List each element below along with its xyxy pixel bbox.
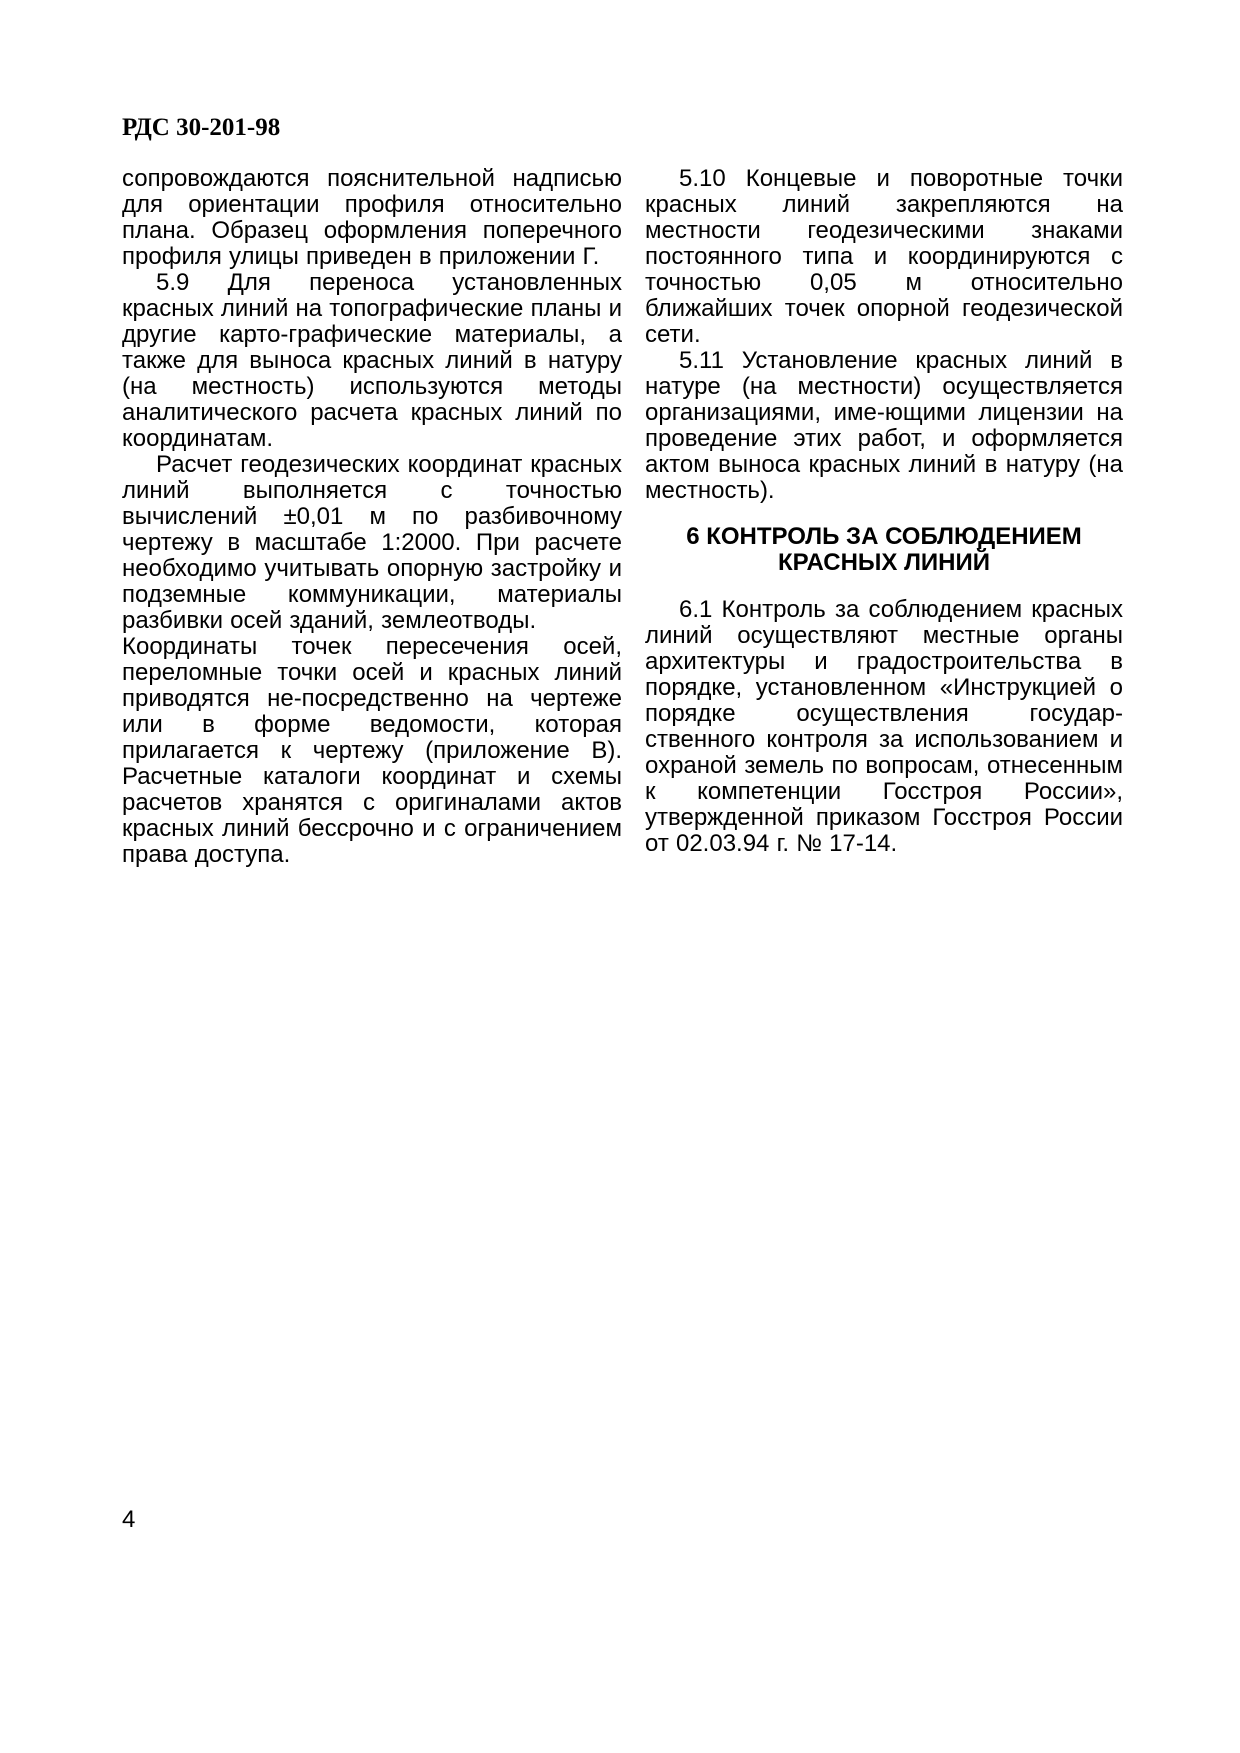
section-heading (645, 524, 1123, 576)
paragraph-5-11: 5.11 Установление красных линий в натуре (на местности) осуществляется организациями, име-ющими лицензии на проведение этих работ, и оформляется актом выноса красных линий в натуру (на местность). (645, 347, 1123, 504)
section-heading-line2: КРАСНЫХ ЛИНИЙ (777, 549, 991, 576)
right-column (645, 166, 1123, 857)
document-code-header: РДС 30-201-98 (122, 114, 281, 141)
left-column (122, 166, 622, 868)
paragraph-koordinaty-tochek: Координаты точек пересечения осей, переломные точки осей и красных линий приводятся не-посредственно на чертеже или в форме ведомости, которая прилагается к чертежу (приложение В). Расчетные каталоги координат и схемы расчетов хранятся с оригиналами актов красных линий бессрочно и с ограничением права доступа. (122, 633, 622, 868)
paragraph-5-9: 5.9 Для переноса установленных красных линий на топографические планы и другие карто-графические материалы, а также для выноса красных линий в натуру (на местность) используются методы аналитического расчета красных линий по координатам. (122, 269, 622, 452)
two-column-text-block (122, 166, 1123, 868)
paragraph-raschet-koordinat: Расчет геодезических координат красных линий выполняется с точностью вычислений ±0,01 м по разбивочному чертежу в масштабе 1:2000. При расчете необходимо учитывать опорную застройку и подземные коммуникации, материалы разбивки осей зданий, землеотводы. (122, 451, 622, 634)
paragraph-5-10: 5.10 Концевые и поворотные точки красных линий закрепляются на местности геодезическими знаками постоянного типа и координируются с точностью 0,05 м относительно ближайших точек опорной геодезической сети. (645, 165, 1123, 348)
section-heading-line1: 6 КОНТРОЛЬ ЗА СОБЛЮДЕНИЕМ (686, 523, 1082, 550)
paragraph-6-1: 6.1 Контроль за соблюдением красных линий осуществляют местные органы архитектуры и градостроительства в порядке, установленном «Инструкцией о порядке осуществления государ-ственного контроля за использованием и охраной земель по вопросам, отнесенным к компетенции Госстроя России», утвержденной приказом Госстроя России от 02.03.94 г. № 17-14. (645, 596, 1123, 857)
page-number: 4 (122, 1506, 136, 1533)
paragraph-continuation: сопровождаются пояснительной надписью для ориентации профиля относительно плана. Образец оформления поперечного профиля улицы приведен в приложении Г. (122, 165, 622, 270)
